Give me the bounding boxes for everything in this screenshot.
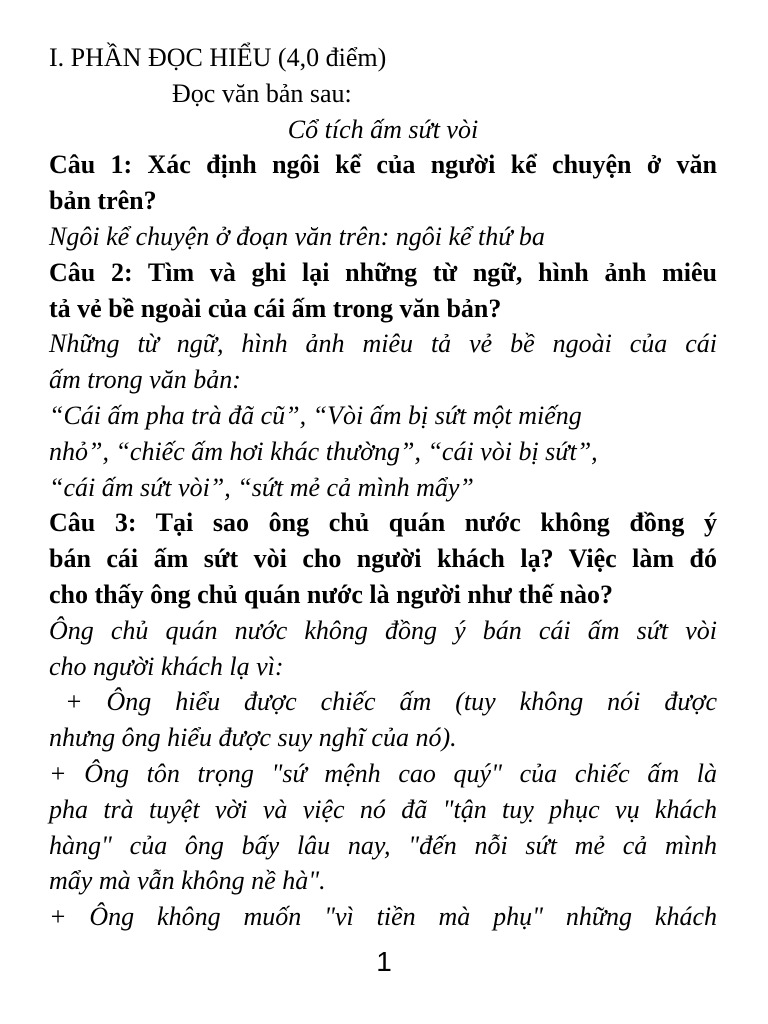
section-heading: I. PHẦN ĐỌC HIỂU (4,0 điểm) [49,43,387,72]
question-1-line-1: Câu 1: Xác định ngôi kể của người kể chuyện ở văn [49,150,717,180]
answer-3-line-1: Ông chủ quán nước không đồng ý bán cái ấm sứt vòi [49,615,717,645]
answer-2-line-2: ấm trong văn bản: [49,365,241,395]
answer-3-line-9: + Ông không muốn "vì tiền mà phụ" những khách [49,902,717,932]
question-2-line-1: Câu 2: Tìm và ghi lại những từ ngữ, hình ảnh miêu [49,257,717,287]
answer-2-line-3: “Cái ấm pha trà đã cũ”, “Vòi ấm bị sứt một miếng [49,400,582,430]
answer-2-line-4: nhỏ”, “chiếc ấm hơi khác thường”, “cái vòi bị sứt”, [49,436,598,466]
answer-3-line-6: pha trà tuyệt vời và việc nó đã "tận tuỵ phục vụ khách [49,794,717,824]
answer-3-line-3: + Ông hiểu được chiếc ấm (tuy không nói được [65,687,717,717]
page-number: 1 [376,946,392,977]
answer-3-line-5: + Ông tôn trọng "sứ mệnh cao quý" của chiếc ấm là [49,758,717,788]
question-2-line-2: tả vẻ bề ngoài của cái ấm trong văn bản? [49,293,502,323]
answer-3-line-4: nhưng ông hiểu được suy nghĩ của nó). [49,723,457,753]
document-page [49,40,717,935]
question-3-line-1: Câu 3: Tại sao ông chủ quán nước không đồng ý [49,508,717,538]
question-3-line-2: bán cái ấm sứt vòi cho người khách lạ? Việc làm đó [49,544,717,574]
answer-3-line-2: cho người khách lạ vì: [49,651,284,681]
answer-3-line-7: hàng" của ông bấy lâu nay, "đến nỗi sứt mẻ cả mình [49,830,717,860]
question-3-line-3: cho thấy ông chủ quán nước là người như thế nào? [49,579,613,609]
answer-2-line-5: “cái ấm sứt vòi”, “sứt mẻ cả mình mẩy” [49,472,474,502]
answer-2-line-1: Những từ ngữ, hình ảnh miêu tả vẻ bề ngoài của cái [49,329,717,359]
answer-3-line-8: mẩy mà vẫn không nề hà". [49,866,326,896]
question-1-line-2: bản trên? [49,186,157,216]
text-title: Cổ tích ấm sứt vòi [287,114,479,144]
answer-1-line-1: Ngôi kể chuyện ở đoạn văn trên: ngôi kể thứ ba [49,221,545,251]
reading-instruction: Đọc văn bản sau: [172,78,352,108]
